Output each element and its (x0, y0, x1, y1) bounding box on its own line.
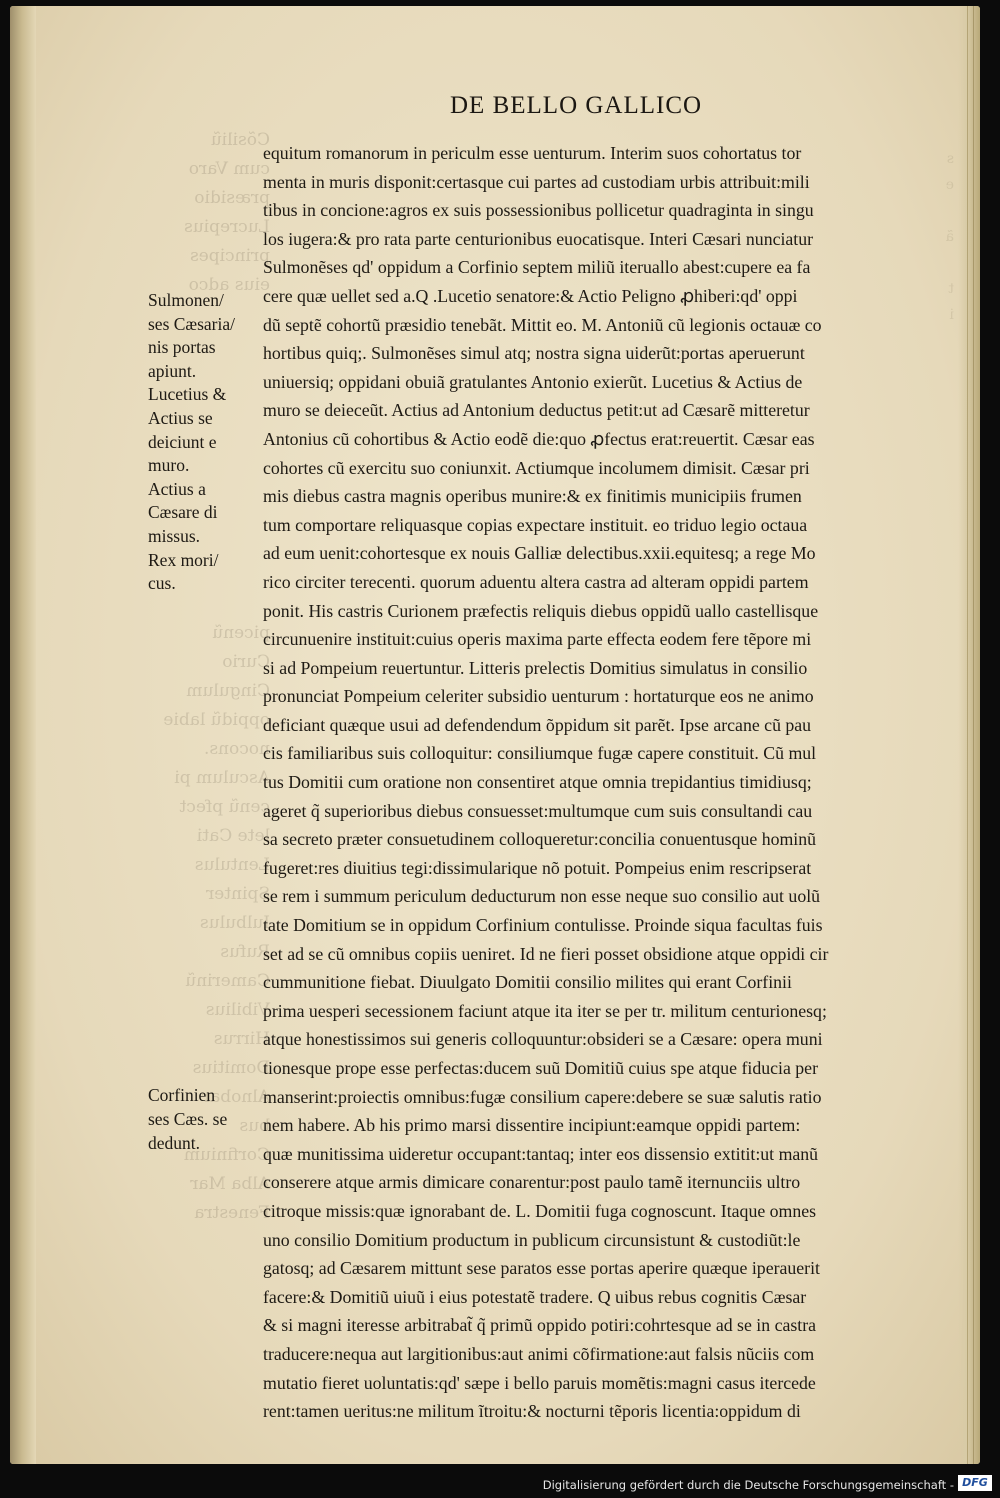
show-through-text-right: s e ã t i (945, 151, 954, 323)
margin-note-line: apiunt. (148, 360, 197, 381)
text-line: cere quæ uellet sed a.Q .Lucetio senatore:& Actio Peligno ꝓhiberi:qd' oppi (263, 285, 798, 306)
margin-note-line: nis portas (148, 337, 216, 358)
text-line: sa secreto præter consuetudinem colloqueretur:concilia conuentusque hominũ (263, 829, 817, 850)
text-line: deficiant quæque usui ad defendendum õppidum sit parẽt. Ipse arcane cũ pau (263, 714, 812, 735)
margin-note-line: deiciunt e (148, 431, 217, 452)
text-line: pronunciat Pompeium celeriter subsidio uenturum : hortaturque eos ne animo (263, 686, 814, 707)
text-line: nem habere. Ab his primo marsi dissentire incipiunt:eamque oppidi partem: (263, 1115, 801, 1136)
text-line: & si magni iteresse arbitrabat̃ q̃ primũ oppido potiri:cohrtesque ad se in castra (263, 1315, 817, 1336)
text-line: menta in muris disponit:certasque cui partes ad custodiam urbis attribuit:mili (263, 171, 810, 192)
margin-note-line: Corfinien (148, 1085, 216, 1105)
page-gutter (10, 6, 36, 1464)
text-line: tionesque prope esse perfectas:ducem suũ Domitiũ cuius spe atque fiducia per (263, 1058, 818, 1078)
text-line: quæ munitissima uideretur occupant:tantaq; inter eos dissensio extitit:ut manũ (263, 1143, 819, 1164)
text-line: Antonius cũ cohortibus & Actio eodẽ die:quo ꝓfectus erat:reuertit. Cæsar eas (263, 428, 815, 449)
text-line: ponit. His castris Curionem præfectis reliquis diebus oppidũ uallo castellisque (263, 600, 819, 621)
text-line: tate Domitium se in oppidum Corfinium contulisse. Proinde siqua facultas fuis (263, 915, 823, 936)
funding-credit: Digitalisierung gefördert durch die Deutsche Forschungsgemeinschaft - (542, 1478, 954, 1492)
margin-note-line: Cæsare di (148, 502, 218, 523)
text-line: fugeret:res diuitius tegi:dissimularique nõ potuit. Pompeius enim rescripserat (263, 857, 812, 878)
text-line: cis familiaribus suis colloquitur: consiliumque fugæ capere constituit. Cũ mul (263, 743, 817, 764)
text-line: dũ septẽ cohortũ præsidio tenebãt. Mittit eo. M. Antoniũ cũ legionis octauæ co (263, 314, 822, 335)
text-line: ad eum uenit:cohortesque ex nouis Galliæ delectibus.xxii.equitesq; a rege Mo (263, 543, 816, 564)
text-line: prima uesperi secessionem faciunt atque ita iter se per tr. militum centurionesq; (263, 1000, 827, 1021)
footer-bar (0, 1464, 1000, 1498)
marginalia-upper (148, 289, 260, 596)
text-line: Sulmonẽses qd' oppidum a Corfinio septem miliũ iteruallo abest:cupere ea fa (263, 257, 811, 278)
text-line: cummunitione fiebat. Diuulgato Domitii consilio milites qui erant Corfinii (263, 972, 792, 993)
text-line: circunuenire instituit:cuius operis maxima parte effecta eodem fere tẽpore mi (263, 629, 812, 650)
margin-note-line: Actius a (148, 478, 206, 499)
text-line: hortibus quiq;. Sulmonẽses simul atq; nostra signa uiderũt:portas aperuerunt (263, 343, 805, 364)
text-line: atque honestissimos sui generis colloquuntur:obsideri se a Cæsare: opera muni (263, 1029, 823, 1050)
text-line: se rem i summum periculum deducturum non esse neque suo consilio aut uolũ (263, 886, 821, 907)
page-fore-edge (958, 6, 980, 1464)
margin-note-line: ses Cæsaria/ (148, 313, 236, 334)
marginalia-lower (148, 1083, 260, 1155)
text-line: los iugera:& pro rata parte centurionibus euocatisque. Interi Cæsari nunciatur (263, 228, 814, 249)
text-line: traducere:nequa aut largitionibus:aut animi cõfirmatione:aut falsis nũciis com (263, 1343, 815, 1364)
dfg-logo: DFG (958, 1475, 992, 1491)
text-line: mis diebus castra magnis operibus munire:& ex finitimis municipiis frumen (263, 486, 802, 507)
text-line: rico circiter terecenti. quorum aduentu altera castra ad alteram oppidi partem (263, 571, 809, 592)
running-title: DE BELLO GALLICO (450, 92, 703, 119)
text-line: set ad se cũ omnibus copiis ueniret. Id ne fieri posset obsidione atque oppidi cir (263, 943, 829, 964)
margin-note-line: Sulmonen/ (148, 290, 224, 310)
margin-note-line: ses Cæs. se (148, 1109, 228, 1129)
show-through-text: Cõsiliũ cum Varo præsidio Lucrepius principes eius adco picenũ Curio Cingulum oppidũ labie nocons. Asculum pi cenũ pfect lete Cati Lentulus Spinter Iulbulus Rufus Camerinũ Vibilius Hirrus Domitius Alnobar bus Corfinium Alba Mar Fenestra (163, 130, 270, 1223)
text-line: conserere atque armis dimicare conarentur:post paulo tamẽ iternunciis ultro (263, 1172, 801, 1193)
text-line: manserint:proiectis omnibus:fugæ consilium capere:debere se suæ salutis ratio (263, 1086, 822, 1107)
margin-note-line: Actius se (148, 407, 213, 428)
margin-note-line: cus. (148, 573, 176, 594)
text-line: rent:tamen ueritus:ne militum ĩtroitu:& nocturni tẽporis licentia:oppidum di (263, 1401, 801, 1422)
main-text-block (263, 139, 923, 1426)
text-line: facere:& Domitiũ uiuũ i eius potestatẽ tradere. Q uibus rebus cognitis Cæsar (263, 1286, 807, 1307)
margin-note-line: dedunt. (148, 1133, 201, 1153)
text-line: si ad Pompeium reuertuntur. Litteris prelectis Domitius simulatus in consilio (263, 657, 808, 678)
text-line: uniuersiq; oppidani obuiã gratulantes Antonio exierũt. Lucetius & Actius de (263, 371, 803, 392)
text-line: muro se deieceũt. Actius ad Antonium deductus petit:ut ad Cæsarẽ mitteretur (263, 400, 810, 421)
text-line: tus Domitii cum oratione non consentiret atque omnia trepidantius timidiusq; (263, 772, 812, 793)
margin-note-line: Rex mori/ (148, 549, 219, 570)
text-line: tibus in concione:agros ex suis possessionibus pollicetur quadraginta in singu (263, 200, 814, 221)
book-page (10, 6, 980, 1464)
margin-note-line: missus. (148, 525, 201, 546)
text-line: mutatio fieret uoluntatis:qd' sæpe i bello paruis momẽtis:magni casus itercede (263, 1372, 816, 1393)
text-line: uno consilio Domitium productum in publicum circunsistunt & custodiũt:le (263, 1229, 801, 1250)
text-line: citroque missis:quæ ignorabant de. L. Domitii fuga cognoscunt. Itaque omnes (263, 1200, 817, 1221)
text-line: cohortes cũ exercitu suo coniunxit. Actiumque incolumem dimisit. Cæsar pri (263, 457, 810, 478)
text-line: tum comportare reliquasque copias expectare instituit. eo triduo legio octaua (263, 514, 808, 535)
text-line: gatosq; ad Cæsarem mittunt sese paratos esse portas aperire quæque iperauerit (263, 1258, 820, 1279)
text-line: ageret q̃ superioribus diebus consuesset:multumque cum suis consultandi cau (263, 800, 813, 821)
margin-note-line: muro. (148, 455, 190, 476)
text-line: equitum romanorum in periculm esse uenturum. Interim suos cohortatus tor (263, 143, 802, 163)
margin-note-line: Lucetius & (148, 384, 227, 405)
